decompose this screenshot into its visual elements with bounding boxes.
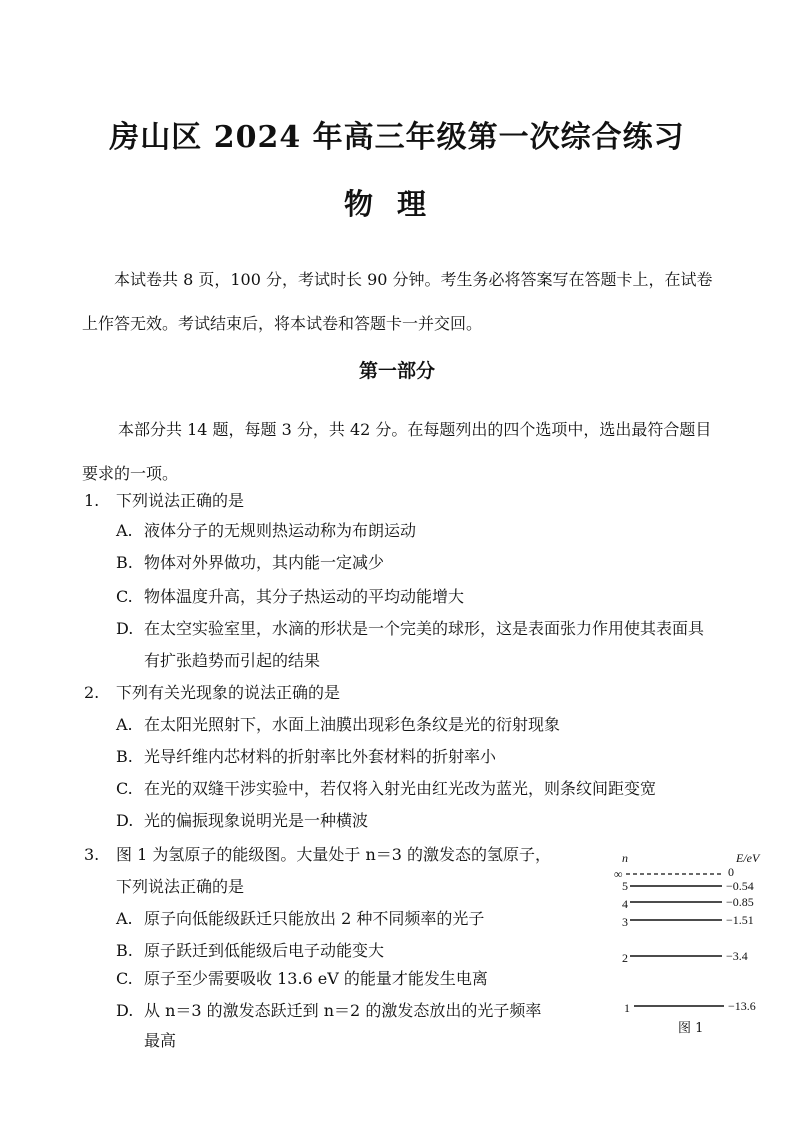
question-1-option-c: C. 物体温度升高，其分子热运动的平均动能增大 bbox=[116, 587, 465, 606]
question-3-option-c: C. 原子至少需要吸收 13.6 eV 的能量才能发生电离 bbox=[116, 969, 488, 988]
question-3-option-b: B. 原子跃迁到低能级后电子动能变大 bbox=[116, 941, 385, 960]
question-3-option-a: A. 原子向低能级跃迁只能放出 2 种不同频率的光子 bbox=[116, 909, 485, 928]
exam-intro bbox=[82, 258, 772, 346]
level-energy-label: −0.54 bbox=[726, 879, 754, 893]
question-2-option-c: C. 在光的双缝干涉实验中，若仅将入射光由红光改为蓝光，则条纹间距变宽 bbox=[116, 779, 657, 798]
energy-axis-label: E/eV bbox=[736, 851, 760, 865]
level-n-label: ∞ bbox=[614, 867, 623, 881]
question-2-option-a: A. 在太阳光照射下，水面上油膜出现彩色条纹是光的衍射现象 bbox=[116, 715, 561, 734]
part-instructions bbox=[82, 408, 782, 496]
figure-caption: 图 1 bbox=[678, 1021, 704, 1036]
question-2-option-d: D. 光的偏振现象说明光是一种横波 bbox=[116, 811, 369, 830]
subject-title: 物理 bbox=[343, 187, 450, 221]
instr-line-2: 要求的一项。 bbox=[82, 464, 179, 483]
question-1-stem: 1. 下列说法正确的是 bbox=[84, 491, 245, 510]
energy-level-diagram bbox=[612, 848, 782, 1048]
question-1-option-a: A. 液体分子的无规则热运动称为布朗运动 bbox=[116, 521, 417, 540]
question-3-stem-cont: 下列说法正确的是 bbox=[116, 877, 245, 896]
question-3-stem: 3. 图 1 为氢原子的能级图。大量处于 n＝3 的激发态的氢原子， bbox=[84, 845, 552, 864]
level-n-label: 5 bbox=[622, 879, 628, 893]
exam-title: 房山区 2024 年高三年级第一次综合练习 bbox=[109, 120, 685, 155]
level-energy-label: −13.6 bbox=[728, 999, 756, 1013]
question-1-option-d: D. 在太空实验室里，水滴的形状是一个完美的球形，这是表面张力作用使其表面具 bbox=[116, 619, 705, 638]
n-axis-label: n bbox=[622, 851, 628, 865]
level-energy-label: −0.85 bbox=[726, 895, 754, 909]
question-3-option-d: D. 从 n＝3 的激发态跃迁到 n＝2 的激发态放出的光子频率 bbox=[116, 1001, 542, 1020]
level-energy-label: −1.51 bbox=[726, 913, 754, 927]
question-1-option-d-cont: 有扩张趋势而引起的结果 bbox=[144, 651, 321, 670]
level-energy-label: −3.4 bbox=[726, 949, 748, 963]
level-energy-label: 0 bbox=[728, 865, 734, 879]
question-3-option-d-cont: 最高 bbox=[144, 1031, 177, 1050]
level-n-label: 3 bbox=[622, 915, 628, 929]
energy-level-svg bbox=[612, 848, 782, 1048]
intro-line-2: 上作答无效。考试结束后，将本试卷和答题卡一并交回。 bbox=[82, 314, 483, 333]
instr-line-1: 本部分共 14 题，每题 3 分，共 42 分。在每题列出的四个选项中，选出最符合题目 bbox=[118, 420, 712, 439]
question-2-option-b: B. 光导纤维内芯材料的折射率比外套材料的折射率小 bbox=[116, 747, 497, 766]
level-n-label: 1 bbox=[624, 1001, 630, 1015]
level-n-label: 2 bbox=[622, 951, 628, 965]
part-title: 第一部分 bbox=[358, 360, 435, 382]
question-2-stem: 2. 下列有关光现象的说法正确的是 bbox=[84, 683, 341, 702]
level-n-label: 4 bbox=[622, 897, 628, 911]
question-1-option-b: B. 物体对外界做功，其内能一定减少 bbox=[116, 553, 385, 572]
intro-line-1: 本试卷共 8 页，100 分，考试时长 90 分钟。考生务必将答案写在答题卡上，在试卷 bbox=[114, 270, 713, 289]
